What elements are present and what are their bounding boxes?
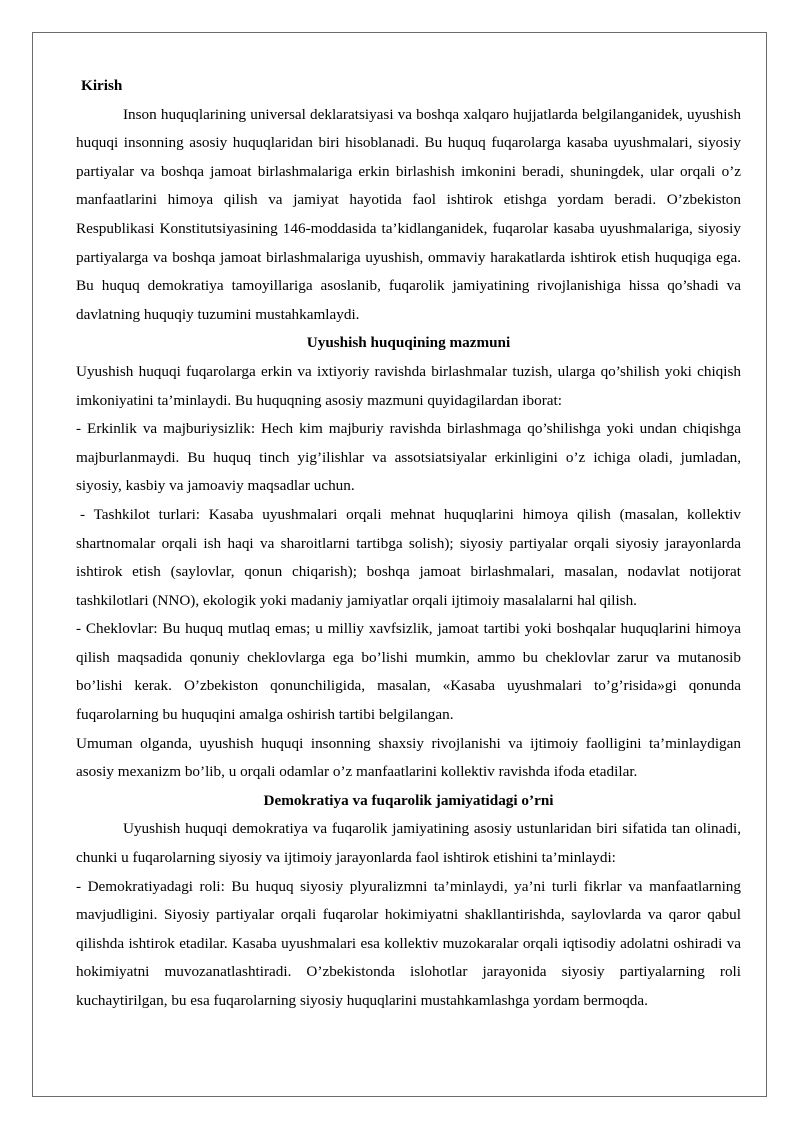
intro-heading: Kirish [81, 77, 123, 94]
section2-paragraph: Uyushish huquqi demokratiya va fuqarolik jamiyatining asosiy ustunlaridan biri sifatida tan olinadi, chunki u fuqarolarning siyosiy va ijtimoiy jarayonlarda faol ishtirok etishini ta’minlaydi: [76, 820, 741, 867]
intro-paragraph: Inson huquqlarining universal deklaratsiyasi va boshqa xalqaro hujjatlarda belgilanganidek, uyushish huquqi insonning asosiy huquqlaridan biri hisoblanadi. Bu huquq fuqarolarga kasaba uyushmalari, siyosiy partiyalar va boshqa jamoat birlashmalariga erkin birlashish imkonini beradi, shuningdek, ular orqali o’z manfaatlarini himoya qilish va jamiyat hayotida faol ishtirok etishga yordam beradi. O’zbekiston Respublikasi Konstitutsiyasining 146-moddasida ta’kidlanganidek, fuqarolar kasaba uyushmalariga, siyosiy partiyalarga va boshqa jamoat birlashmalariga uyushish, ommaviy harakatlarda ishtirok etish huquqiga ega. Bu huquq demokratiya tamoyillariga asoslanib, fuqarolik jamiyatining rivojlanishiga hissa qo’shadi va davlatning huquqiy tuzumini mustahkamlaydi. [76, 105, 741, 323]
section1-list-item-limitations: - Cheklovlar: Bu huquq mutlaq emas; u milliy xavfsizlik, jamoat tartibi yoki boshqalar huquqlarini himoya qilish maqsadida qonuniy cheklovlarga ega bo’lishi mumkin, ammo bu cheklovlar zarur va mutanosib bo’lishi kerak. O’zbekiston qonunchiligida, masalan, «Kasaba uyushmalari to’g’risida»gi qonunda fuqarolarning bu huquqini amalga oshirish tartibi belgilangan. [76, 620, 741, 724]
section1-heading: Uyushish huquqining mazmuni [306, 334, 511, 352]
document-body [76, 72, 741, 1016]
section1-summary: Umuman olganda, uyushish huquqi insonning shaxsiy rivojlanishi va ijtimoiy faolligini ta’minlaydigan asosiy mexanizm bo’lib, u orqali odamlar o’z manfaatlarini kollektiv ravishda ifoda etadilar. [76, 734, 741, 781]
section1-list-item-freedom: - Erkinlik va majburiysizlik: Hech kim majburiy ravishda birlashmaga qo’shilishga yoki undan chiqishga majburlanmaydi. Bu huquq tinch yig’ilishlar va assotsiatsiyalar erkinligini o’z ichiga oladi, jumladan, siyosiy, kasbiy va jamoaviy maqsadlar uchun. [76, 420, 741, 495]
section2-list-item-democracy-role: - Demokratiyadagi roli: Bu huquq siyosiy plyuralizmni ta’minlaydi, ya’ni turli fikrlar va manfaatlarning mavjudligini. Siyosiy partiyalar orqali fuqarolar hokimiyatni shakllantirishda, saylovlarda va qaror qabul qilishda ishtirok etadilar. Kasaba uyushmalari esa kollektiv muzokaralar orqali iqtisodiy adolatni oshiradi va hokimiyatni muvozanatlashtiradi. O’zbekistonda islohotlar jarayonida siyosiy partiyalarning roli kuchaytirilgan, bu esa fuqarolarning siyosiy huquqlarini mustahkamlashga yordam bermoqda. [76, 877, 741, 1009]
section1-paragraph: Uyushish huquqi fuqarolarga erkin va ixtiyoriy ravishda birlashmalar tuzish, ularga qo’shilish yoki chiqish imkoniyatini ta’minlaydi. Bu huquqning asosiy mazmuni quyidagilardan iborat: [76, 362, 741, 409]
section2-heading: Demokratiya va fuqarolik jamiyatidagi o’rni [263, 791, 554, 809]
section1-list-item-organization-types: - Tashkilot turlari: Kasaba uyushmalari orqali mehnat huquqlarini himoya qilish (masalan, kollektiv shartnomalar orqali ish haqi va sharoitlarni tartibga solish); siyosiy partiyalar orqali siyosiy jarayonlarda ishtirok etish (saylovlar, qonun chiqarish); boshqa jamoat birlashmalari, masalan, nodavlat notijorat tashkilotlari (NNO), ekologik yoki madaniy jamiyatlar orqali ijtimoiy masalalarni hal qilish. [76, 505, 741, 609]
